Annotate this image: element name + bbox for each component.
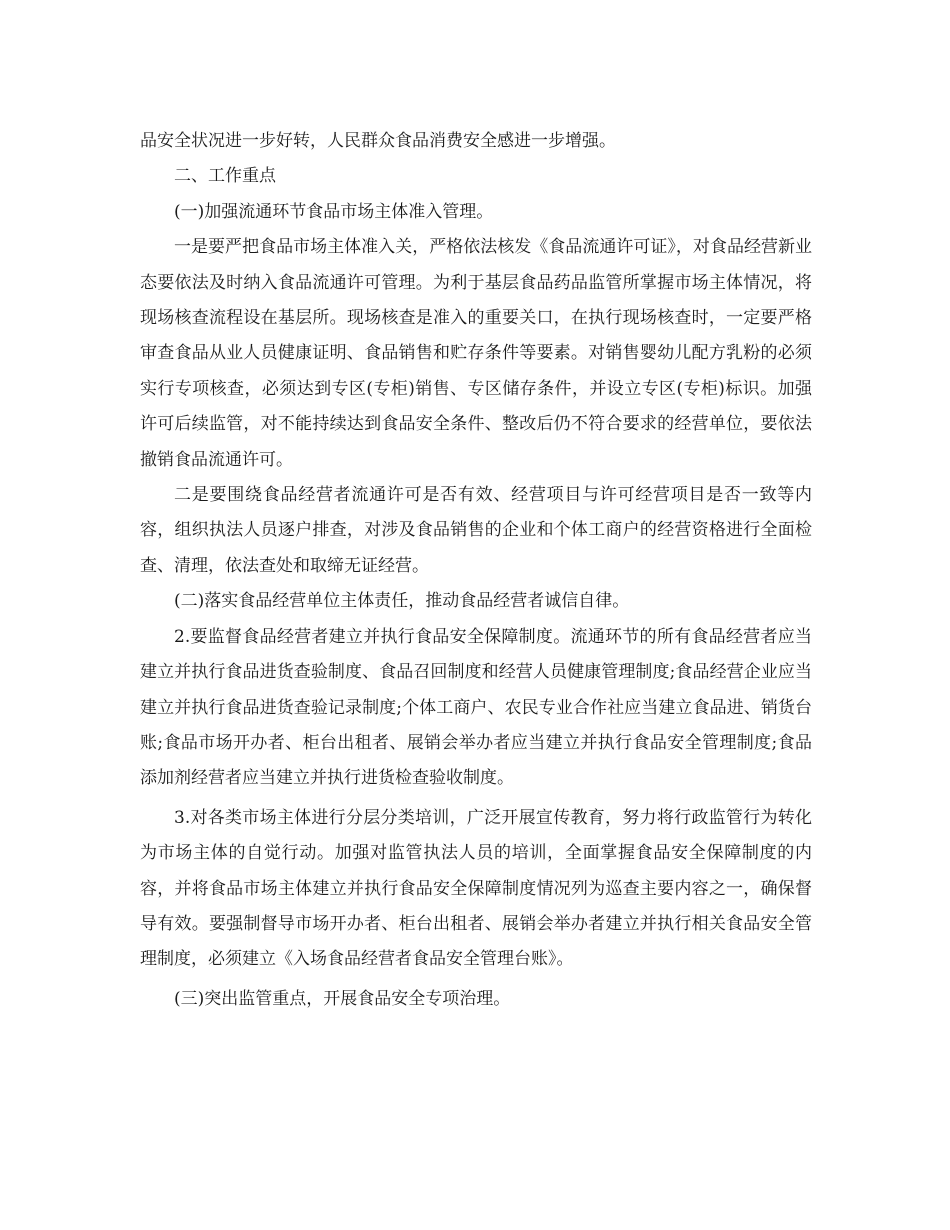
section-heading: 二、工作重点 — [174, 166, 276, 187]
document-body — [140, 124, 812, 1017]
subsection-heading-3: (三)突出监管重点，开展食品安全专项治理。 — [174, 988, 511, 1009]
paragraph: 二是要围绕食品经营者流通许可是否有效、经营项目与许可经营项目是否一致等内容，组织执法人员逐户排查，对涉及食品销售的企业和个体工商户的经营资格进行全面检查、清理，依法查处和取缔无证经营。 — [140, 485, 812, 576]
paragraph: 一是要严把食品市场主体准入关，严格依法核发《食品流通许可证》，对食品经营新业态要依法及时纳入食品流通许可管理。为利于基层食品药品监管所掌握市场主体情况，将现场核查流程设在基层所。现场核查是准入的重要关口，在执行现场核查时，一定要严格审查食品从业人员健康证明、食品销售和贮存条件等要素。对销售婴幼儿配方乳粉的必须实行专项核查，必须达到专区(专柜)销售、专区储存条件，并设立专区(专柜)标识。加强许可后续监管，对不能持续达到食品安全条件、整改后仍不符合要求的经营单位，要依法撤销食品流通许可。 — [140, 237, 812, 470]
paragraph: 2.要监督食品经营者建立并执行食品安全保障制度。流通环节的所有食品经营者应当建立并执行食品进货查验制度、食品召回制度和经营人员健康管理制度;食品经营企业应当建立并执行食品进货查验记录制度;个体工商户、农民专业合作社应当建立食品进、销货台账;食品市场开办者、柜台出租者、展销会举办者应当建立并执行食品安全管理制度;食品添加剂经营者应当建立并执行进货检查验收制度。 — [140, 626, 812, 789]
subsection-heading-1: (一)加强流通环节食品市场主体准入管理。 — [174, 201, 494, 222]
paragraph-continuation: 品安全状况进一步好转，人民群众食品消费安全感进一步增强。 — [140, 131, 616, 151]
subsection-heading-2: (二)落实食品经营单位主体责任，推动食品经营者诚信自律。 — [174, 591, 630, 612]
paragraph: 3.对各类市场主体进行分层分类培训，广泛开展宣传教育，努力将行政监管行为转化为市场主体的自觉行动。加强对监管执法人员的培训，全面掌握食品安全保障制度的内容，并将食品市场主体建立并执行食品安全保障制度情况列为巡查主要内容之一，确保督导有效。要强制督导市场开办者、柜台出租者、展销会举办者建立并执行相关食品安全管理制度，必须建立《入场食品经营者食品安全管理台账》。 — [140, 807, 812, 970]
